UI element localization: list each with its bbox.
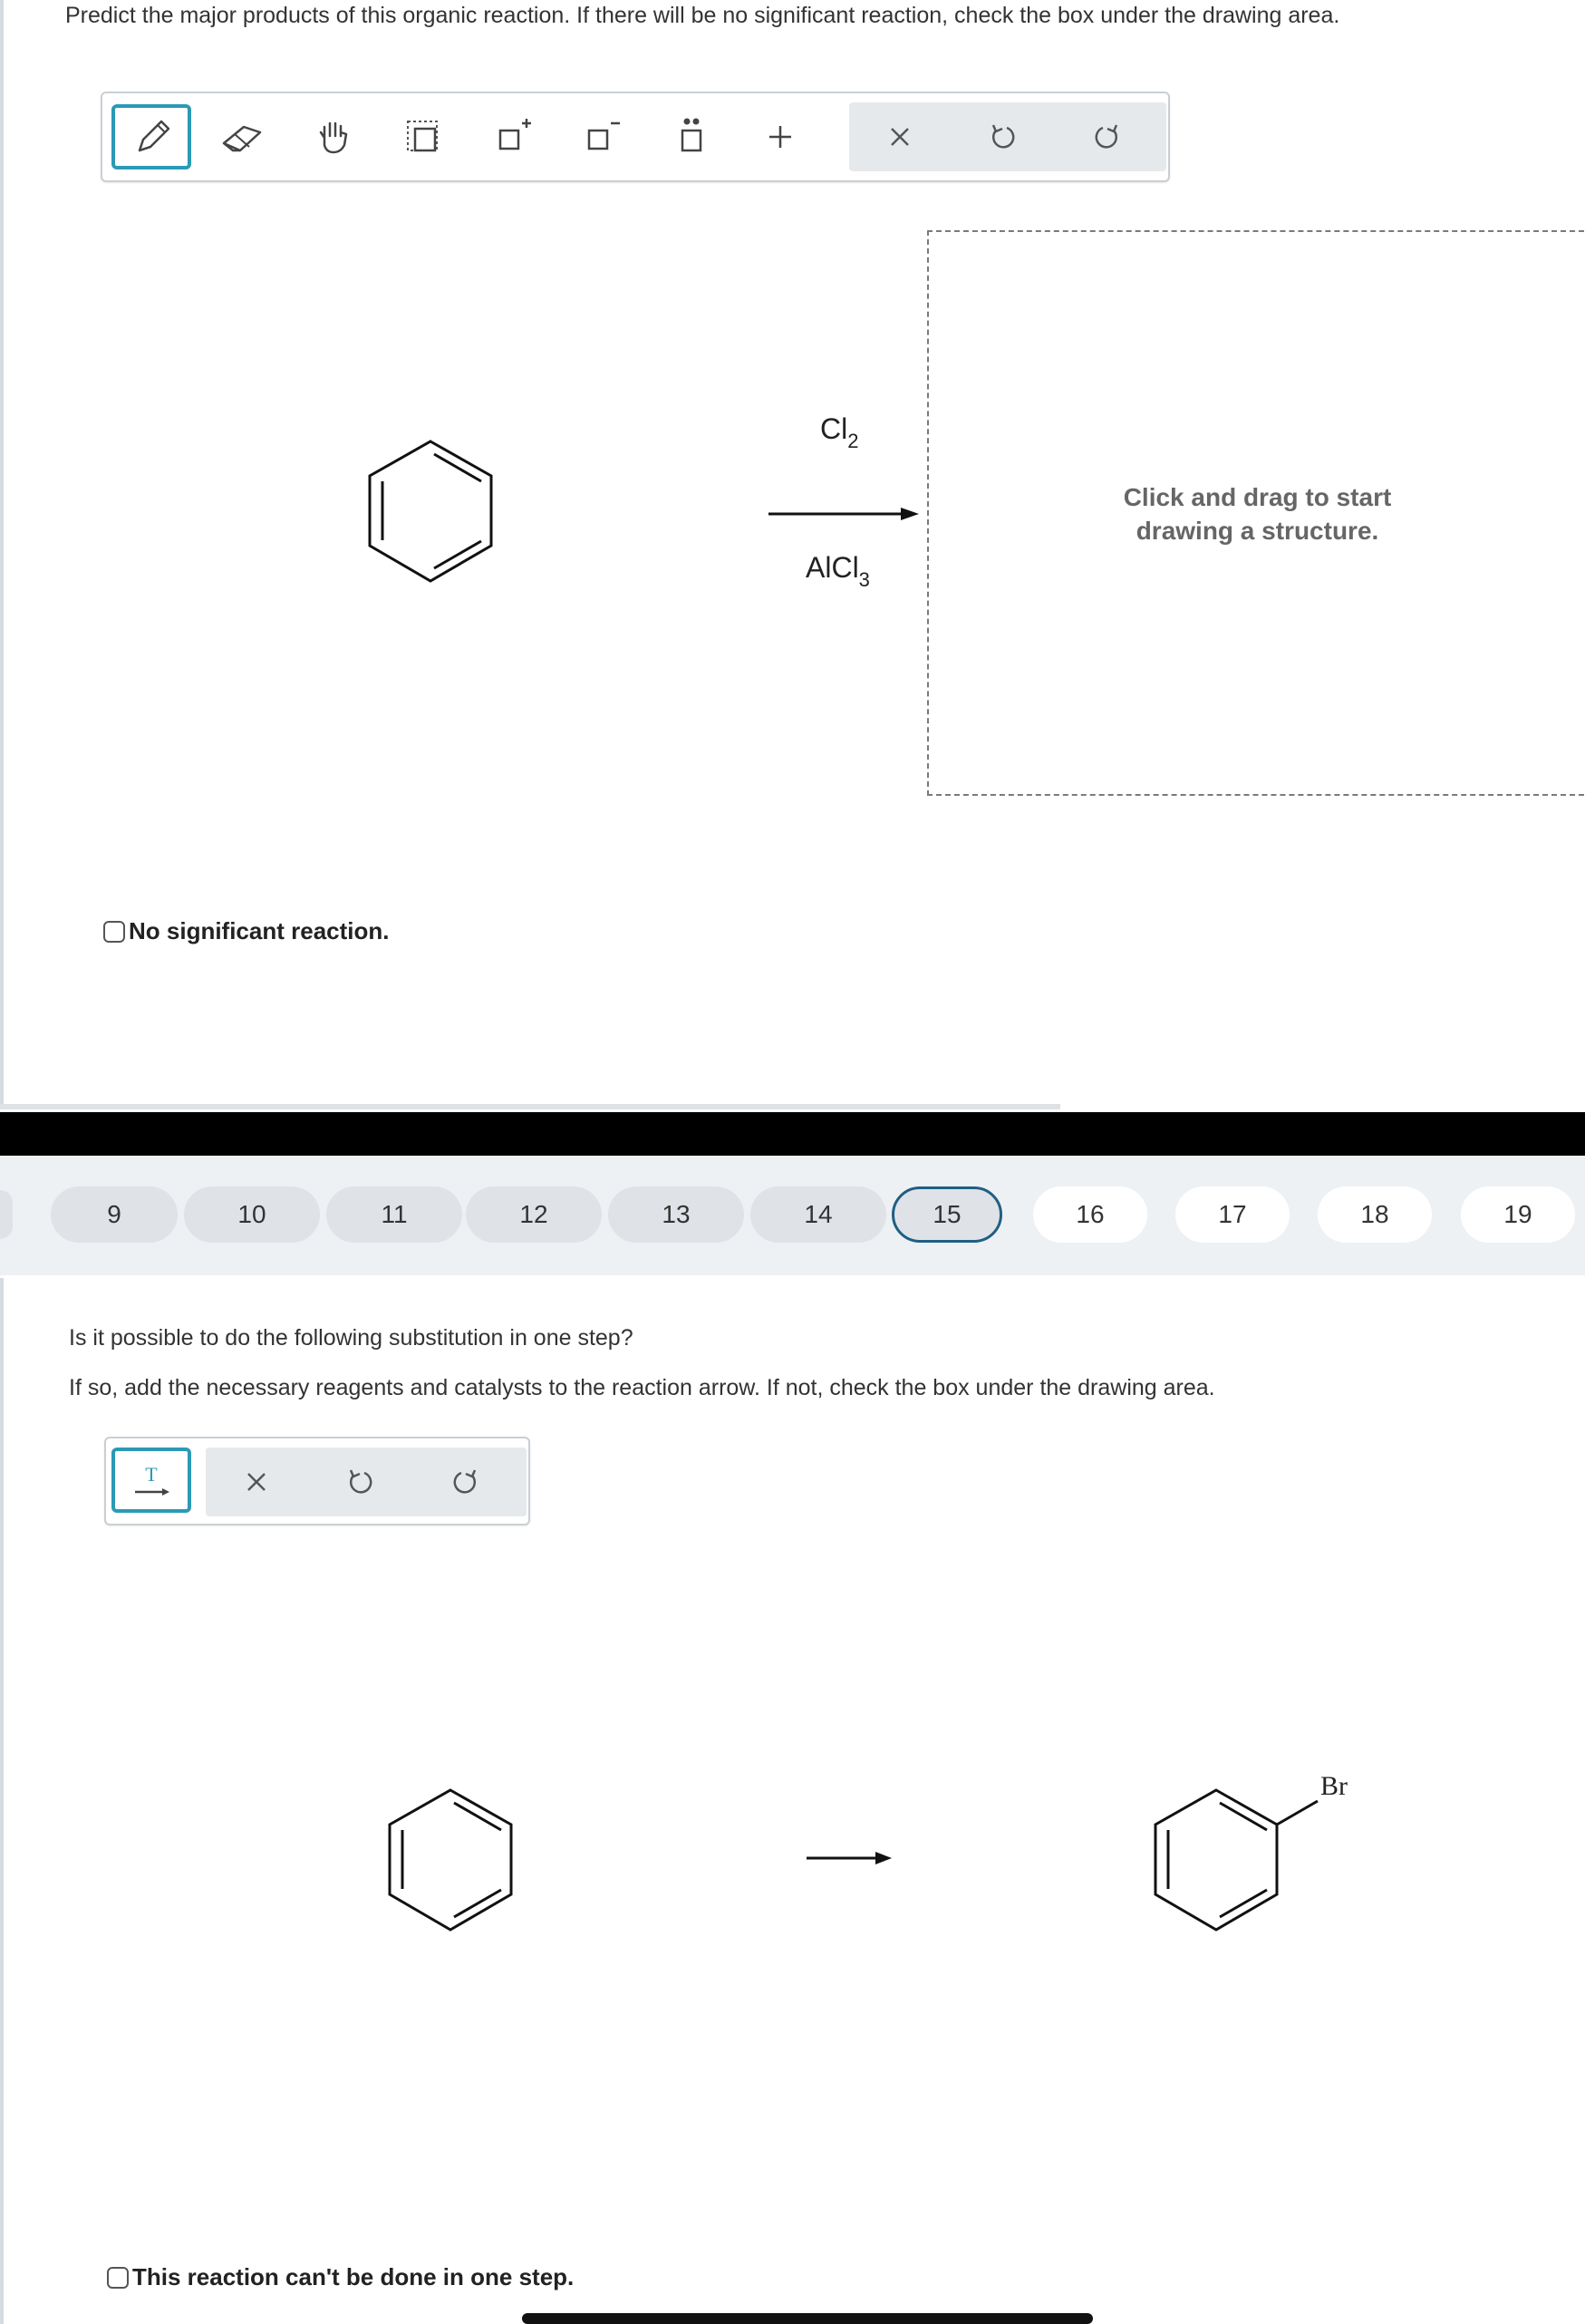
reaction-arrow-2[interactable] [805, 1846, 895, 1870]
nav-question-12[interactable]: 12 [466, 1186, 602, 1243]
undo-icon [981, 114, 1026, 160]
redo-button[interactable] [425, 1449, 505, 1515]
left-border-lower [0, 1278, 4, 2324]
clear-icon [234, 1459, 279, 1505]
drawing-toolbar [101, 92, 1170, 182]
text-arrow-tool-button[interactable] [111, 1448, 191, 1513]
hand-tool-button[interactable] [295, 104, 374, 169]
add-reaction-plus-button[interactable] [740, 104, 820, 169]
cannot-do-checkbox[interactable] [107, 2267, 129, 2289]
scroll-indicator [0, 1104, 1060, 1109]
nav-question-10[interactable]: 10 [184, 1186, 320, 1243]
svg-text:T: T [145, 1463, 158, 1486]
nav-question-11[interactable]: 11 [326, 1186, 462, 1243]
pencil-icon [129, 114, 174, 160]
nav-question-17[interactable]: 17 [1175, 1186, 1290, 1243]
select-tool-button[interactable] [383, 104, 463, 169]
add-negative-charge-icon [580, 114, 625, 160]
pencil-tool-button[interactable] [111, 104, 191, 169]
undo-button[interactable] [963, 104, 1043, 169]
nav-question-19[interactable]: 19 [1461, 1186, 1575, 1243]
nav-question-18[interactable]: 18 [1318, 1186, 1432, 1243]
question-prompt: Predict the major products of this organic reaction. If there will be no significant reaction, check the box under the drawing area. [65, 3, 1340, 28]
reagent-toolbar [104, 1437, 530, 1525]
redo-icon [1084, 114, 1129, 160]
home-indicator [522, 2313, 1093, 2324]
divider-bar [0, 1112, 1585, 1156]
lone-pair-button[interactable] [652, 104, 731, 169]
question2-line2: If so, add the necessary reagents and catalysts to the reaction arrow. If not, check the box under the drawing area. [69, 1375, 1215, 1400]
cannot-do-option[interactable]: This reaction can't be done in one step. [107, 2263, 574, 2291]
bromine-label: Br [1320, 1771, 1348, 1801]
nav-question-15[interactable]: 15 [892, 1186, 1002, 1243]
nav-question-9[interactable]: 9 [51, 1186, 178, 1243]
left-border [0, 0, 4, 1106]
nav-question-14[interactable]: 14 [750, 1186, 886, 1243]
no-reaction-option[interactable]: No significant reaction. [103, 917, 390, 945]
undo-icon [338, 1459, 383, 1505]
clear-button[interactable] [217, 1449, 296, 1515]
clear-button[interactable] [860, 104, 940, 169]
hand-icon [312, 114, 357, 160]
nav-question-previous-partial[interactable] [0, 1190, 13, 1239]
redo-icon [442, 1459, 488, 1505]
lone-pair-icon [669, 114, 714, 160]
eraser-icon [217, 114, 267, 160]
reaction-arrow[interactable] [767, 500, 921, 528]
reactant-benzene-2 [364, 1775, 536, 1947]
undo-button[interactable] [321, 1449, 401, 1515]
drawing-hint: Click and drag to start drawing a structure. [1123, 483, 1392, 545]
reagent-cl2[interactable]: $Cl_2$ [820, 412, 859, 452]
no-reaction-checkbox[interactable] [103, 921, 125, 943]
question2-line1: Is it possible to do the following substitution in one step? [69, 1325, 633, 1351]
positive-charge-button[interactable] [474, 104, 554, 169]
nav-question-16[interactable]: 16 [1033, 1186, 1147, 1243]
add-positive-charge-icon [491, 114, 536, 160]
clear-icon [877, 114, 923, 160]
text-arrow-icon [126, 1457, 177, 1503]
redo-button[interactable] [1067, 104, 1146, 169]
select-box-icon [401, 114, 446, 160]
nav-question-13[interactable]: 13 [608, 1186, 744, 1243]
plus-icon [758, 114, 803, 160]
negative-charge-button[interactable] [563, 104, 643, 169]
reactant-benzene [344, 426, 517, 598]
reagent-alcl3[interactable]: AlCl$_3$ [806, 551, 870, 591]
eraser-tool-button[interactable] [202, 104, 282, 169]
